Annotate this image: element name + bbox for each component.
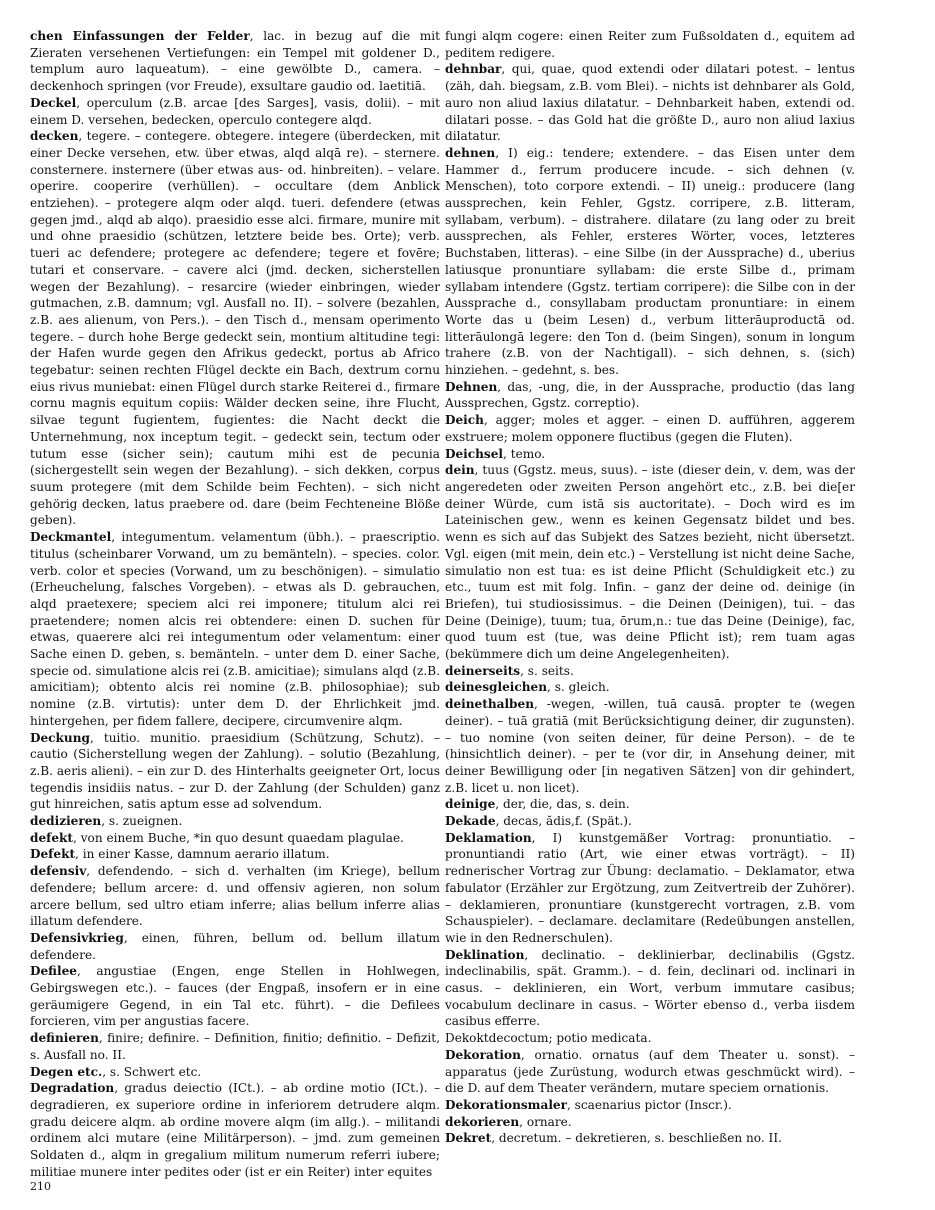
- headword: Deckung: [30, 730, 90, 745]
- entry: deinige, der, die, das, s. dein.: [445, 797, 630, 812]
- entry: definieren, finire; definire. – Definition, finitio; definitio. – Defizit, s. Ausfall no. II.: [30, 1031, 440, 1062]
- headword: dehnen: [445, 145, 496, 160]
- entry: deinethalben, -wegen, -willen, tuā causā. propter te (wegen deiner). – tuā gratiā (mit Berücksichtigung deiner, dir zugunsten). – tuo nomine (von seiten deiner, für deine Person). – de te (hinsichtlich deiner). – per te (vor dir, in Ansehung deiner, mit deiner Bewilligung oder [in negativen Sätzen] von dir gehindert, z.B. licet u. non licet).: [445, 697, 855, 795]
- entry: Deckmantel, integumentum. velamentum (übh.). – praescriptio. titulus (scheinbarer Vorwand, um zu bemänteln). – species. color. verb. color et species (Vorwand, um zu beschönigen). – simulatio (Erheuchelung, falsches Vorgeben). – etwas als D. gebrauchen, alqd praetexere; speciem alci rei imponere; titulum alci rei praetendere; nomen alcis rei obtendere: einen D. suchen für etwas, quaerere alci rei integumentum oder velamentum: einer Sache einen D. geben, s. bemänteln. – unter dem D. einer Sache, specie od. simulatione alcis rei (z.B. amicitiae); simulans alqd (z.B. amicitiam); obtento alcis rei nomine (z.B. philosophiae); sub nomine (z.B. virtutis): unter dem D. der Ehrlichkeit jmd. hintergehen, per fidem fallere, decipere, circumvenire alqm.: [30, 530, 440, 728]
- headword: Defensivkrieg: [30, 930, 124, 945]
- entry: dedizieren, s. zueignen.: [30, 814, 183, 829]
- headword: Dekoration: [445, 1047, 521, 1062]
- entry: defensiv, defendendo. – sich d. verhalten (im Kriege), bellum defendere; bellum arcere: d. und offensiv agieren, non solum arcere bellum, sed ultro etiam inferre; alias bellum inferre alias illatum defendere.: [30, 864, 440, 929]
- headword: defekt: [30, 830, 74, 845]
- entry: defekt, von einem Buche, *in quo desunt quaedam plagulae.: [30, 830, 404, 845]
- entry: dehnen, I) eig.: tendere; extendere. – das Eisen unter dem Hammer d., ferrum producere incude. – sich dehnen (v. Menschen), toto corpore extendi. – II) uneig.: producere (lang aussprechen, kein Fehler, Ggstz. corripere, z.B. litteram, syllabam, verbum). – distrahere. dilatare (zu lang oder zu breit aussprechen, als Fehler, ersteres Wörter, voces, letzteres Buchstaben, litteras). – eine Silbe (in der Aussprache) d., uberius latiusque pronuntiare syllabam: die erste Silbe d., primam syllabam intendere (Ggstz. tertiam corripere): die Silbe con in der Aussprache d., consyllabam productam pronuntiare: in einem Worte das u (beim Lesen) d., verbum litterāuproductā od. litterāulongā legere: den Ton d. (beim Singen), sonum in longum trahere (z.B. von der Nachtigall). – sich dehnen, s. (sich) hinziehen. – gedehnt, s. bes.: [445, 145, 855, 378]
- headword: definieren: [30, 1031, 99, 1046]
- headword: Dekret: [445, 1131, 492, 1146]
- headword: Deklination: [445, 947, 525, 962]
- headword: deinethalben: [445, 697, 534, 712]
- entry: Dekoktdecoctum; potio medicata.: [445, 1031, 652, 1046]
- entry: Defekt, in einer Kasse, damnum aerario illatum.: [30, 847, 330, 862]
- entry: Degradation, gradus deiectio (ICt.). – ab ordine motio (ICt.). – degradieren, ex superiore ordine in inferiorem detrudere alqm. gradu deicere alqm. ab ordine movere alqm (im allg.). – militandi ordinem alci mutare (eine Militärperson). – jmd. zum gemeinen Soldaten d., alqm in gregalium militum numerum referri iubere; militiae munere inter pedites oder (ist er ein Reiter) inter equites: [30, 1081, 440, 1179]
- entry: dehnbar, qui, quae, quod extendi oder dilatari potest. – lentus (zäh, dah. biegsam, z.B. vom Blei). – nichts ist dehnbarer als Gold, auro non aliud laxius dilatatur. – Dehnbarkeit haben, extendi od. dilatari posse. – das Gold hat die größte D., auro non aliud laxius dilatatur.: [445, 62, 855, 144]
- headword: Defekt: [30, 847, 76, 862]
- entry: Deklamation, I) kunstgemäßer Vortrag: pronuntiatio. – pronuntiandi ratio (Art, wie einer etwas vorträgt). – II) rednerischer Vortrag zur Übung: declamatio. – Deklamator, etwa fabulator (Erzähler zur Ergötzung, zum Zeitvertreib der Zuhörer). – deklamieren, pronuntiare (kunstgerecht vortragen, z.B. vom Schauspieler). – declamare. declamitare (Redeübungen anstellen, wie in den Rednerschulen).: [445, 830, 855, 945]
- entry: Deklination, declinatio. – deklinierbar, declinabilis (Ggstz. indeclinabilis, spät. Gramm.). – d. fein, declinari od. inclinari in casus. – deklinieren, ein Wort, verbum immutare casibus; vocabulum declinare in casus. – Wörter ebenso d., verba iisdem casibus efferre.: [445, 947, 855, 1029]
- page-number: 210: [30, 1180, 51, 1193]
- headword: deinesgleichen: [445, 680, 548, 695]
- headword: Deich: [445, 413, 484, 428]
- headword: Defilee: [30, 964, 77, 979]
- entry: Dehnen, das, -ung, die, in der Aussprache, productio (das lang Aussprechen, Ggstz. correptio).: [445, 379, 855, 411]
- headword: dekorieren: [445, 1114, 520, 1129]
- entry: deinerseits, s. seits.: [445, 663, 574, 678]
- headword: Degen etc.: [30, 1064, 103, 1079]
- headword: Deichsel: [445, 446, 504, 461]
- headword: dedizieren: [30, 814, 102, 829]
- left-column: [30, 28, 440, 1181]
- entry: Deichsel, temo.: [445, 446, 546, 461]
- headword: chen Einfassungen der Felder: [30, 29, 250, 43]
- entry: Deich, agger; moles et agger. – einen D. aufführen, aggerem exstruere; molem opponere fluctibus (gegen die Fluten).: [445, 413, 855, 444]
- headword: Dekade: [445, 814, 496, 829]
- headword: Dehnen: [445, 379, 498, 394]
- headword: Degradation: [30, 1081, 115, 1096]
- entry: Defilee, angustiae (Engen, enge Stellen in Hohlwegen, Gebirgswegen etc.). – fauces (der Engpaß, insofern er in eine geräumigere Gegend, in ein Tal etc. führt). – die Defilees forcieren, vim per angustias facere.: [30, 964, 440, 1029]
- entry: Defensivkrieg, einen, führen, bellum od. bellum illatum defendere.: [30, 930, 440, 962]
- headword: decken: [30, 129, 79, 144]
- entry: dein, tuus (Ggstz. meus, suus). – iste (dieser dein, v. dem, was der angeredeten oder zweiten Person angehört etc., z.B. bei die[er deiner Würde, cum istā sis auctoritate). – Doch wird es im Lateinischen gew., wenn es keinen Gegensatz bildet und bes. wenn es sich auf das Subjekt des Satzes bezieht, nicht übersetzt. Vgl. eigen (mit mein, dein etc.) – Verstellung ist nicht deine Sache, simulatio non est tua: es ist deine Pflicht (Schuldigkeit etc.) zu etc., tuum est mit folg. Infin. – ganz der deine od. deinige (in Briefen), tui studiosissimus. – die Deinen (Deinigen), tui. – das Deine (Deinige), tuum; tua, ōrum,n.: tue das Deine (Deinige), fac, quod tuum est (tue, was deine Pflicht ist); rem tuam agas (bekümmere dich um deine Angelegenheiten).: [445, 463, 855, 662]
- entry: dekorieren, ornare.: [445, 1114, 572, 1129]
- entry: Deckel, operculum (z.B. arcae [des Sarges], vasis, dolii). – mit einem D. versehen, bedecken, operculo contegere alqd.: [30, 95, 440, 127]
- headword: defensiv: [30, 864, 87, 879]
- entry: chen Einfassungen der Felder, lac. in bezug auf die mit Zieraten versehenen Vertiefungen: ein Tempel mit goldener D., templum auro laqueatum). – eine gewölbte D., camera. – deckenhoch springen (vor Freude), exsultare gaudio od. laetitiā.: [30, 29, 440, 94]
- headword: Deckel: [30, 95, 77, 110]
- headword: deinerseits: [445, 663, 521, 678]
- headword: Deklamation: [445, 830, 532, 845]
- headword: Deckmantel: [30, 530, 112, 545]
- headword: deinige: [445, 797, 496, 812]
- entry: decken, tegere. – contegere. obtegere. integere (überdecken, mit einer Decke versehen, etw. über etwas, alqd alqā re). – sternere. consternere. insternere (über etwas aus- od. hinbreiten). – velare. operire. cooperire (verhüllen). – occultare (dem Anblick entziehen). – protegere alqm oder alqd. tueri. defendere (etwas gegen jmd., alqd ab alqo). praesidio esse alci. firmare, munire mit und ohne praesidio (schützen, letztere beide bes. Orte); verb. tueri ac defendere; protegere ac defendere; tegere et fovēre; tutari et conservare. – cavere alci (jmd. decken, sicherstellen wegen der Bezahlung). – resarcire (wieder einbringen, wieder gutmachen, z.B. damnum; vgl. Ausfall no. II). – solvere (bezahlen, z.B. aes alienum, von Pers.). – den Tisch d., mensam operimento tegere. – durch hohe Berge gedeckt sein, montium altitudine tegi: der Hafen wurde gegen den Afrikus gedeckt, portus ab Africo tegebatur: seinen rechten Flügel deckte ein Bach, dextrum cornu eius rivus muniebat: einen Flügel durch starke Reiterei d., firmare cornu magnis equitum copiis: Wälder decken seine, ihre Flucht, silvae tegunt fugientem, fugientes: die Nacht deckt die Unternehmung, nox inceptum tegit. – gedeckt sein, tectum oder tutum esse (sicher sein); cautum mihi est de pecunia (sichergestellt sein wegen der Bezahlung). – sich dekken, corpus suum protegere (mit dem Schilde beim Fechten). – sich nicht gehörig decken, latus praebere od. dare (beim Fechteneine Blöße geben).: [30, 129, 440, 528]
- headword: dehnbar: [445, 62, 502, 77]
- headword: Dekorationsmaler: [445, 1098, 567, 1112]
- entry: Dekret, decretum. – dekretieren, s. beschließen no. II.: [445, 1131, 782, 1146]
- entry: Degen etc., s. Schwert etc.: [30, 1064, 202, 1079]
- entry: Dekade, decas, ădis,f. (Spät.).: [445, 814, 632, 829]
- entry: Dekoration, ornatio. ornatus (auf dem Theater u. sonst). – apparatus (jede Zurüstung, wodurch etwas geschmückt wird). – die D. auf dem Theater verändern, mutare speciem ornationis.: [445, 1047, 855, 1096]
- right-column: [445, 28, 855, 1147]
- entry: fungi alqm cogere: einen Reiter zum Fußsoldaten d., equitem ad peditem redigere.: [445, 29, 855, 60]
- entry: Deckung, tuitio. munitio. praesidium (Schützung, Schutz). – cautio (Sicherstellung wegen der Zahlung). – solutio (Bezahlung, z.B. aeris alieni). – ein zur D. des Hinterhalts geeigneter Ort, locus tegendis insidiis natus. – zur D. der Zahlung (der Schulden) ganz gut hinreichen, satis aptum esse ad solvendum.: [30, 730, 440, 812]
- entry: Dekorationsmaler, scaenarius pictor (Inscr.).: [445, 1098, 732, 1112]
- headword: dein: [445, 463, 475, 478]
- entry: deinesgleichen, s. gleich.: [445, 680, 610, 695]
